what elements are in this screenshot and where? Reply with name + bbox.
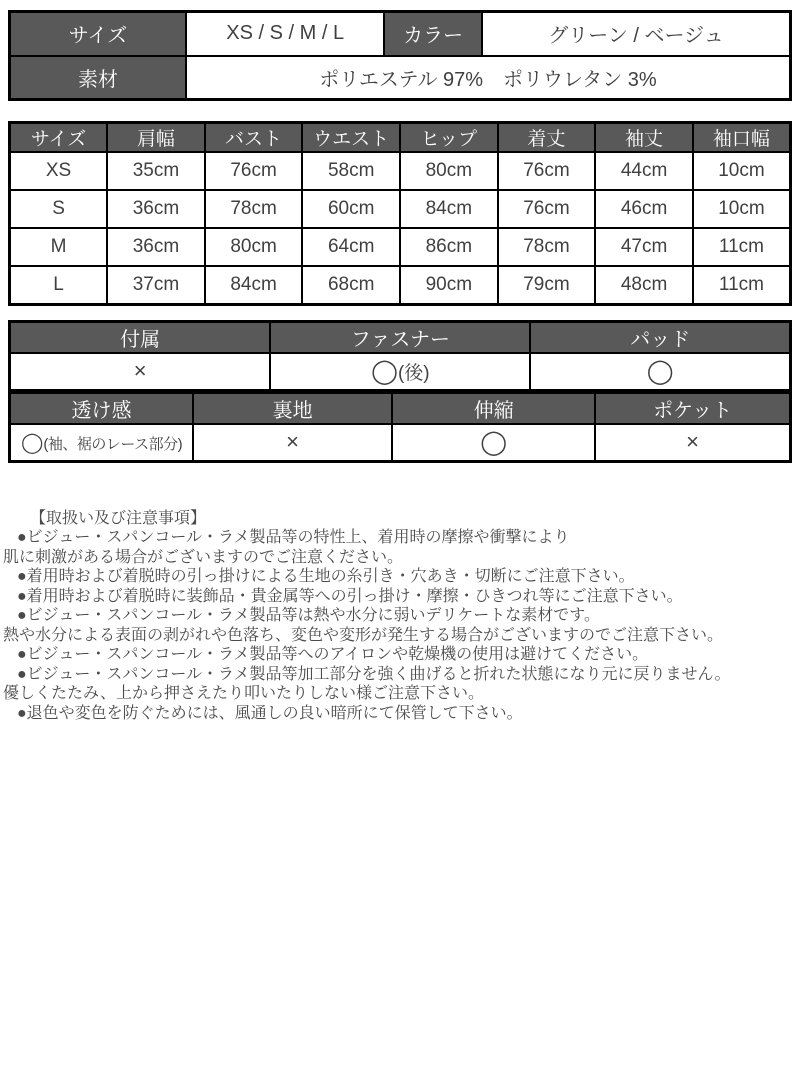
fastener-header: ファスナー [270, 321, 530, 353]
size-chart-header: 肩幅 [107, 123, 205, 153]
fastener-circle-mark: ◯ [371, 357, 398, 385]
care-note-line: ●ビジュー・スパンコール・ラメ製品等は熱や水分に弱いデリケートな素材です。 [17, 607, 600, 624]
size-chart-header: 袖口幅 [693, 123, 791, 153]
size-chart-cell: 76cm [498, 152, 596, 190]
size-chart-cell: 90cm [400, 266, 498, 304]
size-chart-cell: 46cm [595, 190, 693, 228]
care-note-line: 肌に刺激がある場合がございますのでご注意ください。 [3, 548, 404, 566]
size-chart-cell: 78cm [498, 228, 596, 266]
size-chart-cell: 76cm [498, 190, 596, 228]
care-note-line: ●ビジュー・スパンコール・ラメ製品等の特性上、着用時の摩擦や衝撃により [17, 529, 570, 546]
size-value-cell: XS / S / M / L [186, 12, 384, 56]
size-chart-header: バスト [205, 123, 303, 153]
size-chart-header-row [10, 123, 791, 153]
sheer-note: (袖、裾のレース部分) [43, 435, 183, 453]
size-chart-cell: 37cm [107, 266, 205, 304]
size-chart-header: 袖丈 [595, 123, 693, 153]
size-chart-header: 着丈 [498, 123, 596, 153]
sheer-circle-mark: ◯ [20, 431, 44, 454]
pocket-value-cell: × [595, 424, 790, 461]
size-chart-cell: 79cm [498, 266, 596, 304]
care-note-line: ●着用時および着脱時に装飾品・貴金属等への引っ掛け・摩擦・ひきつれ等にご注意下さい。 [17, 587, 683, 605]
stretch-header: 伸縮 [392, 393, 595, 425]
size-chart-row-xs [10, 152, 791, 190]
size-chart-cell: 11cm [693, 228, 791, 266]
sheer-value-cell [10, 424, 194, 461]
size-chart-cell: 76cm [205, 152, 303, 190]
size-chart-row-s [10, 190, 791, 228]
size-chart-cell: 60cm [302, 190, 400, 228]
care-notes [3, 509, 792, 724]
size-chart-row-l [10, 266, 791, 304]
size-chart-cell: 64cm [302, 228, 400, 266]
size-chart-cell: 84cm [205, 266, 303, 304]
size-chart-cell: 84cm [400, 190, 498, 228]
size-chart-cell: XS [10, 152, 108, 190]
size-chart-cell: 36cm [107, 228, 205, 266]
size-chart-cell: 10cm [693, 152, 791, 190]
size-chart-cell: 44cm [595, 152, 693, 190]
fastener-note: (後) [397, 362, 430, 384]
size-chart-cell: 11cm [693, 266, 791, 304]
color-value-cell: グリーン / ベージュ [482, 12, 791, 56]
material-label-cell: 素材 [10, 56, 187, 100]
stretch-value-cell: ◯ [392, 424, 595, 461]
pad-header: パッド [530, 321, 790, 353]
size-chart-cell: S [10, 190, 108, 228]
accessory-value-cell: × [10, 353, 271, 391]
care-note-line: 熱や水分による表面の剥がれや色落ち、変色や変形が発生する場合がございますのでご注意下さい。 [3, 626, 724, 644]
lining-value-cell: × [193, 424, 392, 461]
accessory-header: 付属 [10, 321, 271, 353]
care-note-line: 優しくたたみ、上から押さえたり叩いたりしない様ご注意下さい。 [3, 685, 484, 702]
lining-header: 裏地 [193, 393, 392, 425]
color-label-cell: カラー [384, 12, 482, 56]
sheer-header: 透け感 [10, 393, 194, 425]
material-value-cell: ポリエステル 97% ポリウレタン 3% [186, 56, 791, 100]
size-chart-cell: 86cm [400, 228, 498, 266]
size-chart-header: ウエスト [302, 123, 400, 153]
size-chart-cell: L [10, 266, 108, 304]
pocket-header: ポケット [595, 393, 790, 425]
care-note-line: ●着用時および着脱時の引っ掛けによる生地の糸引き・穴あき・切断にご注意下さい。 [17, 568, 635, 585]
size-chart-cell: 36cm [107, 190, 205, 228]
product-info-table [8, 10, 792, 101]
size-chart-cell: 78cm [205, 190, 303, 228]
size-chart-cell: 68cm [302, 266, 400, 304]
size-chart-cell: 80cm [400, 152, 498, 190]
size-chart-cell: 47cm [595, 228, 693, 266]
size-chart-header: ヒップ [400, 123, 498, 153]
care-note-line: ●ビジュー・スパンコール・ラメ製品等加工部分を強く曲げると折れた状態になり元に戻りません。 [17, 665, 731, 683]
fittings-table [8, 320, 792, 393]
fastener-value-cell [270, 353, 530, 391]
size-chart-cell: 35cm [107, 152, 205, 190]
size-chart-row-m [10, 228, 791, 266]
size-chart-cell: 80cm [205, 228, 303, 266]
size-chart-cell: 10cm [693, 190, 791, 228]
pad-value-cell: ◯ [530, 353, 790, 391]
size-chart-cell: 48cm [595, 266, 693, 304]
care-notes-title: 【取扱い及び注意事項】 [30, 509, 207, 527]
details-table [8, 391, 792, 463]
size-label-cell: サイズ [10, 12, 187, 56]
care-note-line: ●ビジュー・スパンコール・ラメ製品等へのアイロンや乾燥機の使用は避けてください。 [17, 646, 649, 663]
size-chart-cell: M [10, 228, 108, 266]
size-chart-cell: 58cm [302, 152, 400, 190]
care-note-line: ●退色や変色を防ぐためには、風通しの良い暗所にて保管して下さい。 [17, 704, 523, 722]
size-chart-table [8, 121, 792, 306]
size-chart-header: サイズ [10, 123, 108, 153]
